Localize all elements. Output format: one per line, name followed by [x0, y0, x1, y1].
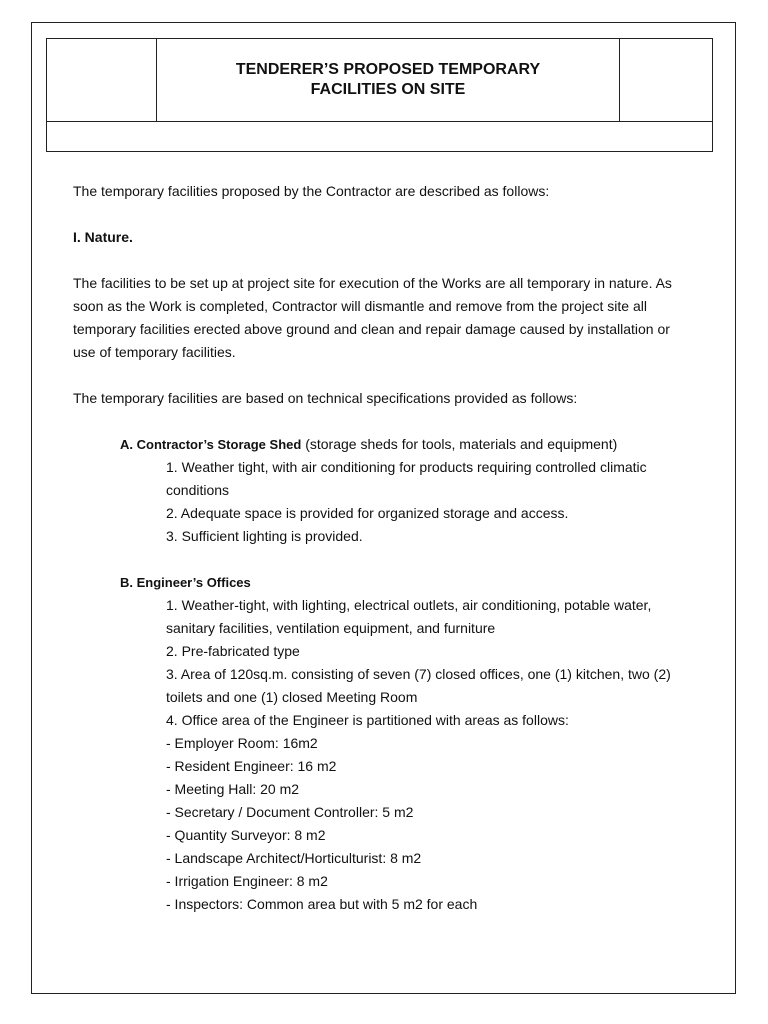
section-b-label: B. Engineer’s Offices [120, 575, 251, 590]
section-b [120, 571, 693, 916]
section-a-heading [120, 433, 693, 456]
section-a-label: A. Contractor’s Storage Shed [120, 437, 302, 452]
area-list-item: - Meeting Hall: 20 m2 [166, 781, 300, 797]
document-title-line-2: FACILITIES ON SITE [310, 81, 466, 98]
area-list-item: - Employer Room: 16m2 [166, 735, 318, 751]
area-list-item: - Quantity Surveyor: 8 m2 [166, 827, 326, 843]
area-list-item: - Inspectors: Common area but with 5 m2 for each [166, 896, 478, 912]
area-list-item: - Resident Engineer: 16 m2 [166, 758, 337, 774]
area-list-item: - Secretary / Document Controller: 5 m2 [166, 804, 414, 820]
section-b-item: 3. Area of 120sq.m. consisting of seven (7) closed offices, one (1) kitchen, two (2) toilets and one (1) closed Meeting Room [166, 666, 671, 705]
section-b-item: 1. Weather-tight, with lighting, electrical outlets, air conditioning, potable water, sanitary facilities, ventilation equipment, and furniture [166, 597, 652, 636]
header-cell-title [157, 39, 619, 121]
header-row-top [47, 39, 712, 122]
nature-paragraph: The facilities to be set up at project site for execution of the Works are all temporary in nature. As soon as the Work is completed, Contractor will dismantle and remove from the project site all temporary facilities erected above ground and clean and repair damage caused by installation or use of temporary facilities. [73, 275, 672, 360]
document-title-line-1: TENDERER’S PROPOSED TEMPORARY [235, 61, 541, 78]
spec-intro-paragraph: The temporary facilities are based on technical specifications provided as follows: [73, 390, 578, 406]
nature-heading: I. Nature. [73, 229, 133, 245]
header-cell-left [47, 39, 157, 121]
area-list-item: - Irrigation Engineer: 8 m2 [166, 873, 328, 889]
header-cell-right [619, 39, 712, 121]
document-body [73, 180, 693, 916]
section-a [120, 433, 693, 548]
section-b-item: 4. Office area of the Engineer is partitioned with areas as follows: [166, 712, 569, 728]
section-a-description: (storage sheds for tools, materials and equipment) [301, 436, 618, 452]
section-b-heading [120, 571, 693, 594]
section-b-item: 2. Pre-fabricated type [166, 643, 300, 659]
section-a-item: 3. Sufficient lighting is provided. [166, 528, 363, 544]
intro-paragraph: The temporary facilities proposed by the Contractor are described as follows: [73, 183, 550, 199]
header-table [46, 38, 713, 152]
area-list-item: - Landscape Architect/Horticulturist: 8 m2 [166, 850, 422, 866]
section-a-item: 2. Adequate space is provided for organized storage and access. [166, 505, 569, 521]
section-a-item: 1. Weather tight, with air conditioning for products requiring controlled climatic conditions [166, 459, 647, 498]
